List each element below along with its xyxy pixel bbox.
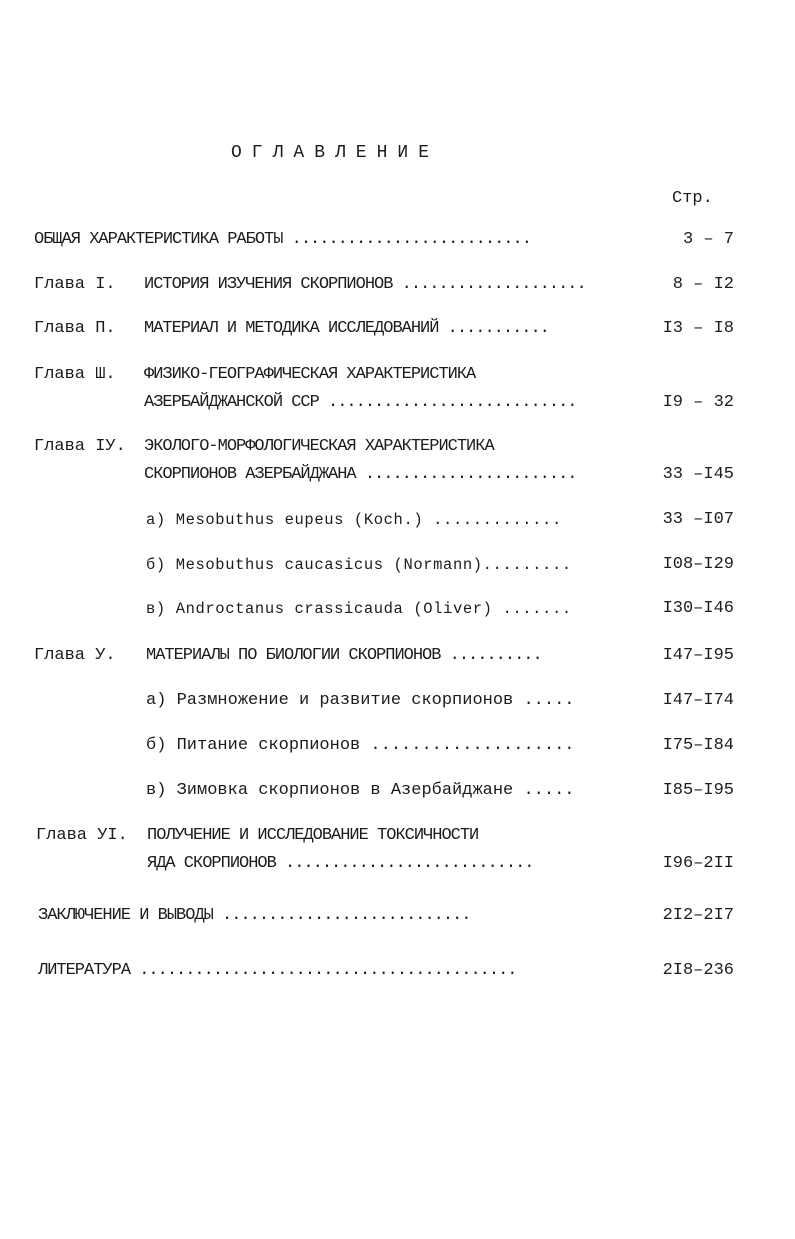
toc-entry-label: Глава УI. xyxy=(36,826,128,845)
toc-entry-label: Глава У. xyxy=(34,646,116,665)
toc-entry-pages: I9 – 32 xyxy=(662,393,734,412)
toc-entry-text: СКОРПИОНОВ АЗЕРБАЙДЖАНА ....................... xyxy=(144,465,577,484)
toc-entry-pages: I75–I84 xyxy=(662,736,734,755)
toc-entry-pages: I96–2II xyxy=(662,854,734,873)
toc-entry-pages: I47–I74 xyxy=(662,691,734,710)
toc-entry-label: Глава IУ. xyxy=(34,437,126,456)
toc-entry-text: МАТЕРИАЛ И МЕТОДИКА ИССЛЕДОВАНИЙ ........... xyxy=(144,319,549,338)
toc-entry-text: МАТЕРИАЛЫ ПО БИОЛОГИИ СКОРПИОНОВ .......... xyxy=(146,646,542,665)
toc-entry-text: ПОЛУЧЕНИЕ И ИССЛЕДОВАНИЕ ТОКСИЧНОСТИ xyxy=(147,826,479,845)
page-title: ОГЛАВЛЕНИЕ xyxy=(230,143,440,163)
toc-entry-pages: 2I8–236 xyxy=(662,961,734,980)
toc-entry-text: а) Mesobuthus eupeus (Koch.) ............. xyxy=(146,511,562,529)
toc-entry-text: ОБЩАЯ ХАРАКТЕРИСТИКА РАБОТЫ .......................... xyxy=(34,230,531,249)
toc-entry-text: ФИЗИКО-ГЕОГРАФИЧЕСКАЯ ХАРАКТЕРИСТИКА xyxy=(144,365,476,384)
toc-entry-pages: I85–I95 xyxy=(662,781,734,800)
toc-entry-label: Глава П. xyxy=(34,319,116,338)
toc-entry-text: ЯДА СКОРПИОНОВ ........................... xyxy=(147,854,534,873)
page-column-header: Стр. xyxy=(672,189,713,208)
toc-entry-pages: I30–I46 xyxy=(662,599,734,618)
toc-entry-text: АЗЕРБАЙДЖАНСКОЙ ССР ........................... xyxy=(144,393,577,412)
toc-entry-pages: 8 – I2 xyxy=(672,275,734,294)
toc-entry-text: б) Питание скорпионов .................... xyxy=(146,736,575,755)
toc-entry-text: в) Зимовка скорпионов в Азербайджане ..... xyxy=(146,781,575,800)
toc-entry-pages: 33 –I07 xyxy=(662,510,734,529)
toc-entry-text: б) Mesobuthus caucasicus (Normann)......... xyxy=(146,556,572,574)
toc-entry-label: Глава I. xyxy=(34,275,116,294)
toc-entry-text: а) Размножение и развитие скорпионов ..... xyxy=(146,691,575,710)
toc-entry-pages: I3 – I8 xyxy=(662,319,734,338)
toc-entry-text: ЛИТЕРАТУРА ......................................... xyxy=(38,961,517,980)
toc-entry-pages: I47–I95 xyxy=(662,646,734,665)
toc-entry-text: в) Androctanus crassicauda (Oliver) ....... xyxy=(146,600,572,618)
toc-entry-text: ИСТОРИЯ ИЗУЧЕНИЯ СКОРПИОНОВ .................... xyxy=(144,275,586,294)
toc-entry-text: ЭКОЛОГО-МОРФОЛОГИЧЕСКАЯ ХАРАКТЕРИСТИКА xyxy=(144,437,494,456)
toc-entry-text: ЗАКЛЮЧЕНИЕ И ВЫВОДЫ ........................... xyxy=(38,906,471,925)
toc-entry-pages: 3 – 7 xyxy=(682,230,734,249)
toc-entry-pages: 2I2–2I7 xyxy=(662,906,734,925)
toc-entry-pages: I08–I29 xyxy=(662,555,734,574)
toc-entry-pages: 33 –I45 xyxy=(662,465,734,484)
toc-entry-label: Глава Ш. xyxy=(34,365,116,384)
